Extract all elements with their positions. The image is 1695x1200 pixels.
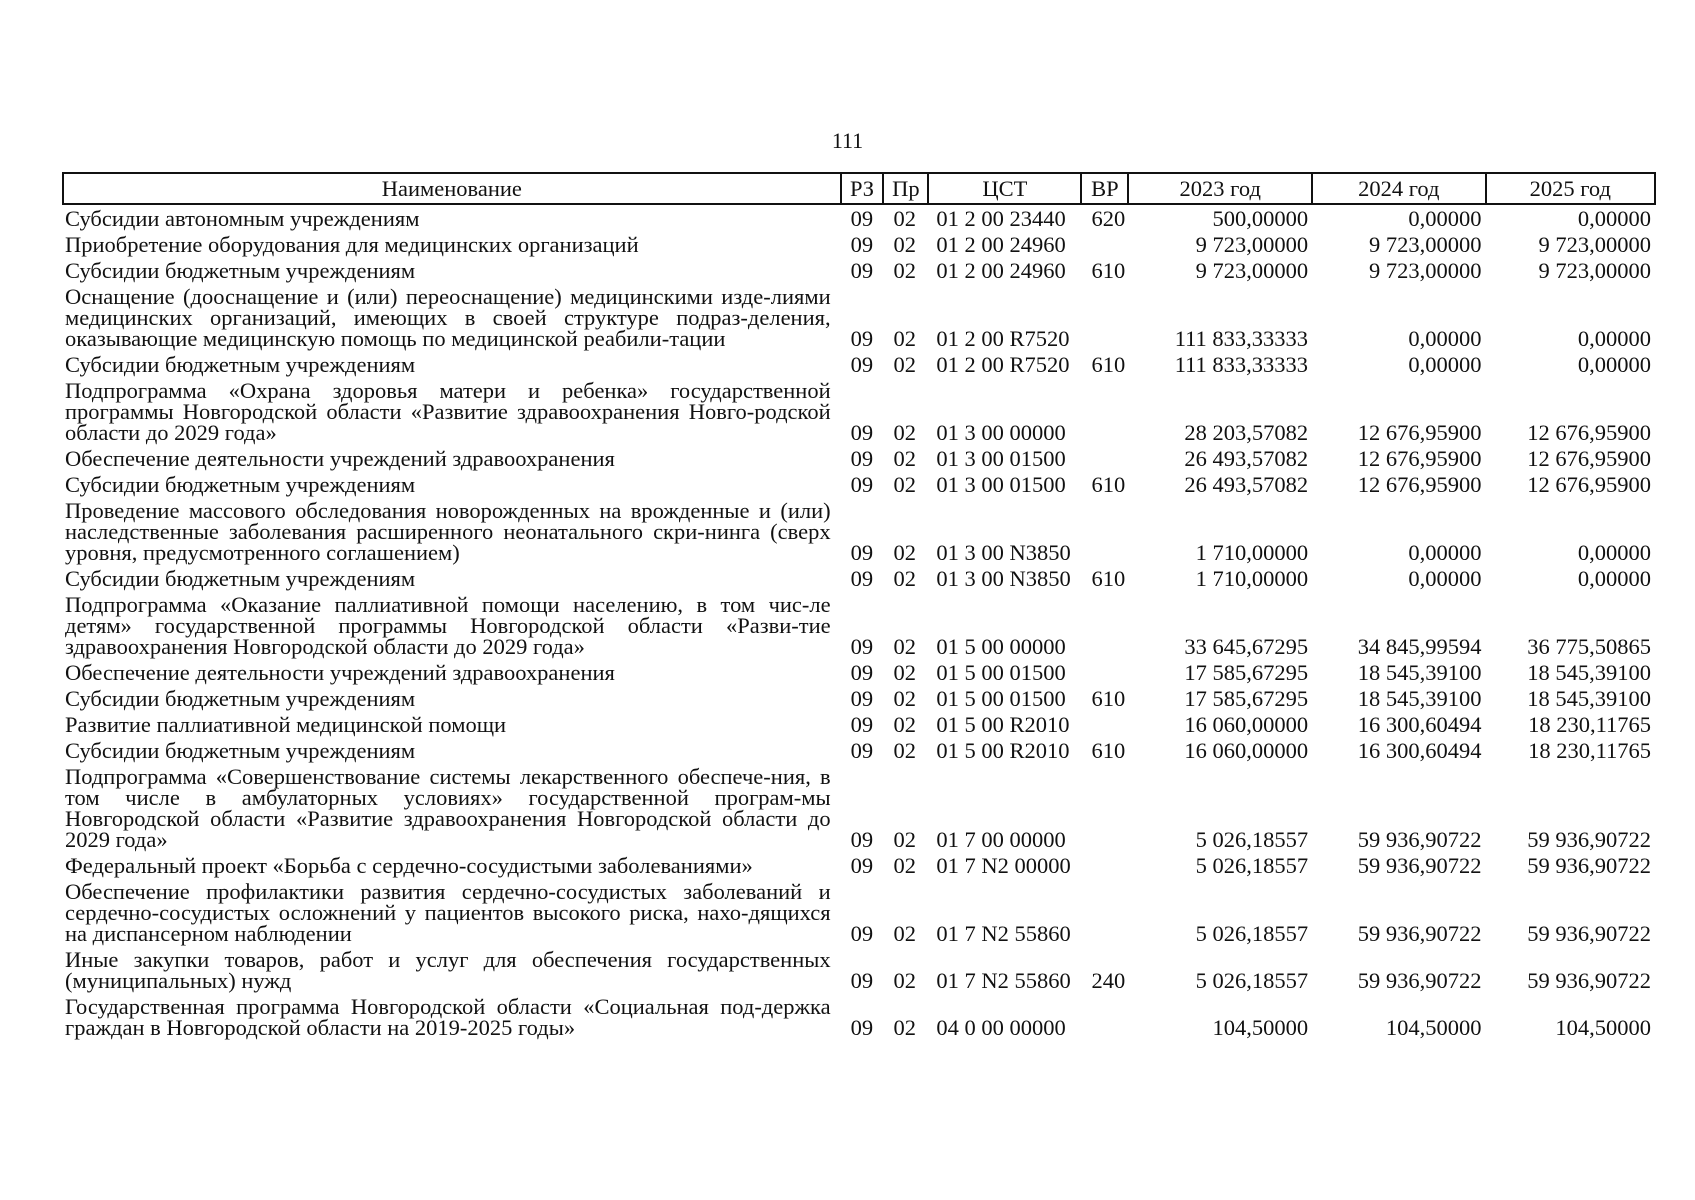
row-name: Приобретение оборудования для медицинских организаций <box>65 232 639 257</box>
row-pr: 02 <box>893 446 916 471</box>
row-cst: 01 7 00 00000 <box>936 827 1066 852</box>
row-2024: 0,00000 <box>1408 352 1482 377</box>
row-cst: 04 0 00 00000 <box>936 1015 1066 1040</box>
row-cst: 01 5 00 R2010 <box>936 738 1070 763</box>
row-2024: 59 936,90722 <box>1357 921 1482 946</box>
header-2023: 2023 год <box>1128 173 1312 204</box>
row-2024: 9 723,00000 <box>1369 258 1482 283</box>
row-rz: 09 <box>850 712 874 737</box>
row-cst: 01 2 00 24960 <box>936 232 1066 257</box>
table-row <box>63 565 1655 591</box>
header-pr: Пр <box>883 173 928 204</box>
row-name: Субсидии бюджетным учреждениям <box>65 352 416 377</box>
row-name: Государственная программа Новгородской области «Социальная под-держка граждан в Новгородской области на 2019-2025 годы» <box>65 994 831 1040</box>
row-vr <box>1081 283 1128 351</box>
row-cst: 01 7 N2 55860 <box>936 968 1071 993</box>
row-2024: 18 545,39100 <box>1357 660 1482 685</box>
row-2023: 5 026,18557 <box>1195 827 1309 852</box>
row-pr: 02 <box>893 420 916 445</box>
row-rz: 09 <box>850 232 874 257</box>
row-rz: 09 <box>850 921 874 946</box>
row-vr: 610 <box>1091 566 1126 591</box>
row-rz: 09 <box>850 420 874 445</box>
row-rz: 09 <box>850 352 874 377</box>
row-2023: 17 585,67295 <box>1184 660 1309 685</box>
row-2024: 18 545,39100 <box>1357 686 1482 711</box>
row-name: Развитие паллиативной медицинской помощи <box>65 712 507 737</box>
row-pr: 02 <box>893 326 916 351</box>
row-pr: 02 <box>893 686 916 711</box>
table-row <box>63 445 1655 471</box>
row-rz: 09 <box>850 258 874 283</box>
row-2023: 16 060,00000 <box>1184 738 1309 763</box>
row-2024: 12 676,95900 <box>1357 472 1482 497</box>
row-name: Субсидии бюджетным учреждениям <box>65 738 416 763</box>
row-2025: 18 230,11765 <box>1528 712 1651 737</box>
row-name: Иные закупки товаров, работ и услуг для обеспечения государственных (муниципальных) нужд <box>65 947 831 993</box>
row-rz: 09 <box>850 326 874 351</box>
row-2025: 0,00000 <box>1577 540 1651 565</box>
row-name: Субсидии бюджетным учреждениям <box>65 258 416 283</box>
row-rz: 09 <box>850 446 874 471</box>
row-2024: 16 300,60494 <box>1357 738 1482 763</box>
row-2023: 5 026,18557 <box>1195 853 1309 878</box>
row-cst: 01 5 00 01500 <box>936 686 1066 711</box>
row-rz: 09 <box>850 472 874 497</box>
row-name: Обеспечение профилактики развития сердечно-сосудистых заболеваний и сердечно-сосудистых осложнений у пациентов высокого риска, нахо-дящихся на диспансерном наблюдении <box>65 879 831 946</box>
row-pr: 02 <box>893 827 916 852</box>
table-row <box>63 591 1655 659</box>
row-2024: 16 300,60494 <box>1357 712 1482 737</box>
row-2024: 34 845,99594 <box>1357 634 1482 659</box>
row-vr: 240 <box>1091 968 1126 993</box>
row-vr <box>1081 711 1128 737</box>
table-row <box>63 993 1655 1040</box>
row-cst: 01 3 00 N3850 <box>936 540 1071 565</box>
row-2023: 28 203,57082 <box>1184 420 1309 445</box>
row-pr: 02 <box>893 660 916 685</box>
row-2025: 59 936,90722 <box>1527 827 1651 852</box>
row-pr: 02 <box>893 921 916 946</box>
table-row <box>63 204 1655 231</box>
table-body <box>63 204 1655 1040</box>
row-2025: 0,00000 <box>1577 352 1651 377</box>
row-2023: 5 026,18557 <box>1195 968 1309 993</box>
row-2024: 59 936,90722 <box>1357 968 1482 993</box>
row-2024: 0,00000 <box>1408 566 1482 591</box>
row-pr: 02 <box>893 566 916 591</box>
row-2024: 59 936,90722 <box>1357 827 1482 852</box>
row-2025: 12 676,95900 <box>1527 446 1651 471</box>
row-2023: 16 060,00000 <box>1184 712 1309 737</box>
table-row <box>63 257 1655 283</box>
row-rz: 09 <box>850 540 874 565</box>
row-rz: 09 <box>850 968 874 993</box>
row-name: Проведение массового обследования новорожденных на врожденные и (или) наследственные заболевания расширенного неонатального скри-нинга (сверх уровня, предусмотренного соглашением) <box>65 498 831 565</box>
table-row <box>63 659 1655 685</box>
row-2023: 26 493,57082 <box>1184 472 1309 497</box>
row-rz: 09 <box>850 686 874 711</box>
row-2025: 18 545,39100 <box>1527 686 1651 711</box>
row-vr <box>1081 659 1128 685</box>
row-name: Подпрограмма «Совершенствование системы лекарственного обеспече-ния, в том числе в амбулаторных условиях» государственной програм-мы Новгородской области «Развитие здравоохранения Новгородской области до 2029 года» <box>65 764 831 852</box>
row-2025: 0,00000 <box>1577 326 1651 351</box>
table-row <box>63 351 1655 377</box>
row-name: Подпрограмма «Охрана здоровья матери и ребенка» государственной программы Новгородской области «Развитие здравоохранения Новго-родской области до 2029 года» <box>65 378 831 445</box>
row-pr: 02 <box>893 738 916 763</box>
table-row <box>63 852 1655 878</box>
table-row <box>63 711 1655 737</box>
row-cst: 01 2 00 24960 <box>936 258 1066 283</box>
row-2025: 0,00000 <box>1577 206 1651 231</box>
header-2024: 2024 год <box>1312 173 1485 204</box>
table-row <box>63 737 1655 763</box>
row-cst: 01 7 N2 55860 <box>936 921 1071 946</box>
row-pr: 02 <box>893 352 916 377</box>
row-rz: 09 <box>850 660 874 685</box>
row-2024: 0,00000 <box>1408 540 1482 565</box>
row-name: Субсидии бюджетным учреждениям <box>65 566 416 591</box>
row-2023: 111 833,33333 <box>1174 326 1309 351</box>
row-2025: 18 230,11765 <box>1528 738 1651 763</box>
row-cst: 01 3 00 01500 <box>936 472 1066 497</box>
row-2025: 18 545,39100 <box>1527 660 1651 685</box>
row-pr: 02 <box>893 258 916 283</box>
row-vr <box>1081 878 1128 946</box>
row-2024: 12 676,95900 <box>1357 420 1482 445</box>
row-cst: 01 3 00 01500 <box>936 446 1066 471</box>
row-vr <box>1081 993 1128 1040</box>
row-cst: 01 3 00 N3850 <box>936 566 1071 591</box>
row-name: Федеральный проект «Борьба с сердечно-сосудистыми заболеваниями» <box>65 853 753 878</box>
row-2023: 1 710,00000 <box>1195 540 1309 565</box>
row-pr: 02 <box>893 206 916 231</box>
row-2023: 500,00000 <box>1212 206 1309 231</box>
row-name: Субсидии автономным учреждениям <box>65 206 420 231</box>
row-cst: 01 7 N2 00000 <box>936 853 1071 878</box>
row-2025: 12 676,95900 <box>1527 472 1651 497</box>
row-2023: 111 833,33333 <box>1174 352 1309 377</box>
row-rz: 09 <box>850 853 874 878</box>
table-row <box>63 231 1655 257</box>
row-name: Оснащение (дооснащение и (или) переоснащение) медицинскими изде-лиями медицинских организаций, имеющих в своей структуре подраз-деления, оказывающие медицинскую помощь по медицинской реабили-тации <box>65 284 831 351</box>
row-vr <box>1081 497 1128 565</box>
row-vr: 610 <box>1091 738 1126 763</box>
row-rz: 09 <box>850 738 874 763</box>
row-pr: 02 <box>893 968 916 993</box>
row-name: Обеспечение деятельности учреждений здравоохранения <box>65 446 615 471</box>
row-2023: 9 723,00000 <box>1195 258 1309 283</box>
row-2025: 59 936,90722 <box>1527 853 1651 878</box>
row-2025: 36 775,50865 <box>1527 634 1651 659</box>
row-name: Субсидии бюджетным учреждениям <box>65 686 416 711</box>
row-pr: 02 <box>893 1015 916 1040</box>
row-rz: 09 <box>850 206 874 231</box>
header-2025: 2025 год <box>1486 173 1655 204</box>
table-row <box>63 377 1655 445</box>
row-2024: 104,50000 <box>1385 1015 1482 1040</box>
table-row <box>63 878 1655 946</box>
row-2023: 5 026,18557 <box>1195 921 1309 946</box>
row-2024: 12 676,95900 <box>1357 446 1482 471</box>
row-vr <box>1081 763 1128 852</box>
table-row <box>63 471 1655 497</box>
row-2025: 104,50000 <box>1555 1015 1651 1040</box>
row-vr <box>1081 377 1128 445</box>
row-2025: 9 723,00000 <box>1538 258 1651 283</box>
row-pr: 02 <box>893 853 916 878</box>
row-cst: 01 3 00 00000 <box>936 420 1066 445</box>
row-2023: 104,50000 <box>1212 1015 1309 1040</box>
row-rz: 09 <box>850 634 874 659</box>
row-name: Обеспечение деятельности учреждений здравоохранения <box>65 660 615 685</box>
row-2025: 9 723,00000 <box>1538 232 1651 257</box>
row-vr: 610 <box>1091 686 1126 711</box>
table-row <box>63 685 1655 711</box>
row-vr <box>1081 852 1128 878</box>
row-vr: 620 <box>1091 206 1126 231</box>
row-name: Субсидии бюджетным учреждениям <box>65 472 416 497</box>
row-cst: 01 5 00 R2010 <box>936 712 1070 737</box>
budget-table <box>62 172 1656 1040</box>
row-vr: 610 <box>1091 472 1126 497</box>
table-row <box>63 283 1655 351</box>
header-cst: ЦСТ <box>928 173 1081 204</box>
table-row <box>63 946 1655 993</box>
row-vr <box>1081 591 1128 659</box>
table-header-row <box>63 173 1655 204</box>
page-number: 111 <box>831 128 864 153</box>
table-row <box>63 497 1655 565</box>
header-name: Наименование <box>63 173 841 204</box>
row-2023: 26 493,57082 <box>1184 446 1309 471</box>
row-cst: 01 5 00 01500 <box>936 660 1066 685</box>
row-rz: 09 <box>850 827 874 852</box>
row-pr: 02 <box>893 712 916 737</box>
header-rz: РЗ <box>841 173 884 204</box>
row-2025: 12 676,95900 <box>1527 420 1651 445</box>
row-2025: 59 936,90722 <box>1527 968 1651 993</box>
row-2025: 0,00000 <box>1577 566 1651 591</box>
row-vr <box>1081 231 1128 257</box>
row-cst: 01 2 00 23440 <box>936 206 1066 231</box>
row-2023: 1 710,00000 <box>1195 566 1309 591</box>
row-pr: 02 <box>893 232 916 257</box>
row-vr: 610 <box>1091 352 1126 377</box>
header-vr: ВР <box>1081 173 1128 204</box>
row-name: Подпрограмма «Оказание паллиативной помощи населению, в том чис-ле детям» государственной программы Новгородской области «Разви-тие здравоохранения Новгородской области до 2029 года» <box>65 592 831 659</box>
row-pr: 02 <box>893 472 916 497</box>
row-pr: 02 <box>893 540 916 565</box>
row-2023: 9 723,00000 <box>1195 232 1309 257</box>
row-rz: 09 <box>850 1015 874 1040</box>
row-cst: 01 2 00 R7520 <box>936 352 1070 377</box>
row-2024: 9 723,00000 <box>1369 232 1482 257</box>
row-rz: 09 <box>850 566 874 591</box>
row-pr: 02 <box>893 634 916 659</box>
row-vr: 610 <box>1091 258 1126 283</box>
row-2023: 17 585,67295 <box>1184 686 1309 711</box>
row-2025: 59 936,90722 <box>1527 921 1651 946</box>
row-cst: 01 2 00 R7520 <box>936 326 1070 351</box>
row-2024: 59 936,90722 <box>1357 853 1482 878</box>
row-2024: 0,00000 <box>1408 206 1482 231</box>
row-vr <box>1081 445 1128 471</box>
row-2023: 33 645,67295 <box>1184 634 1309 659</box>
row-2024: 0,00000 <box>1408 326 1482 351</box>
table-row <box>63 763 1655 852</box>
row-cst: 01 5 00 00000 <box>936 634 1066 659</box>
